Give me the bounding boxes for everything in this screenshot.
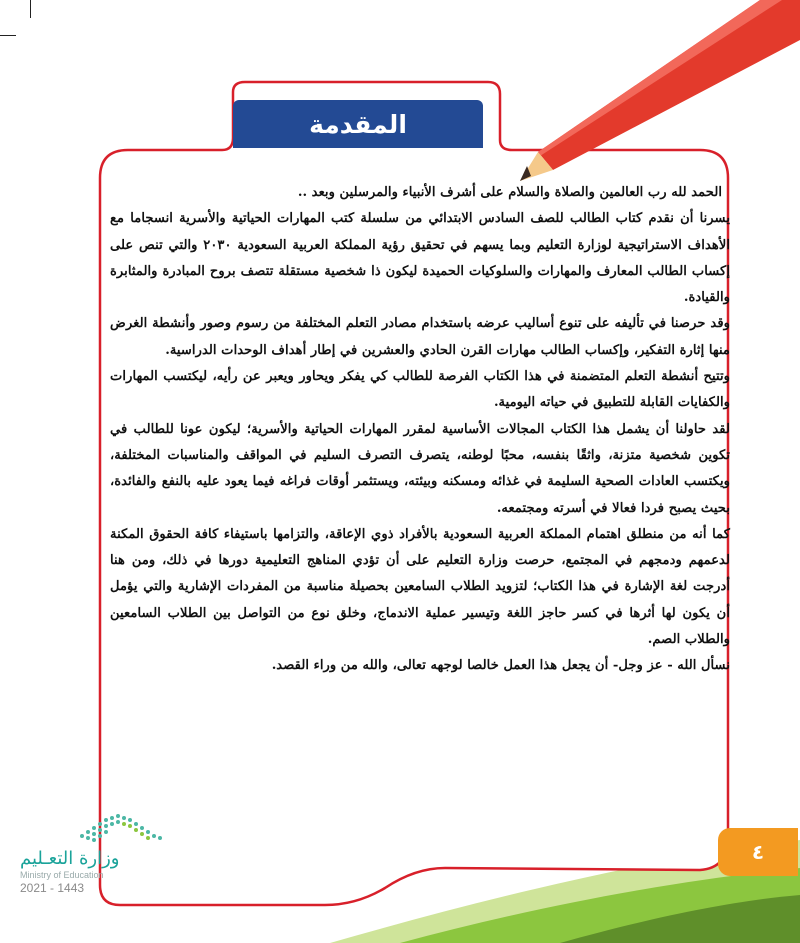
page-number: ٤ (751, 840, 765, 864)
paragraph: نسأل الله - عز وجل- أن يجعل هذا العمل خالصا لوجهه تعالى، والله من وراء القصد. (271, 658, 730, 674)
paragraph: وقد حرصنا في تأليفه على تنوع أساليب عرضه باستخدام مصادر التعلم المختلفة من رسوم وصور وأنشطة الغرض منها إثارة التفكير، وإكساب الطالب مهارات القرن الحادي والعشرين في إطار أهداف الوحدات الدراسية. (110, 316, 730, 358)
introduction-text (110, 180, 730, 680)
page-number-tab (718, 828, 798, 876)
paragraph: لقد حاولنا أن يشمل هذا الكتاب المجالات الأساسية لمقرر المهارات الحياتية والأسرية؛ ليكون عونا للطالب في تكوين شخصية متزنة، واثقًا بنفسه، محبًا لوطنه، يتصرف التصرف السليم في المواقف والمناسبات المختلفة، ويكتسب العادات الصحية السليمة في غذائه ومسكنه وبيئته، ويستثمر أوقات فراغه فيما يعود عليه بالنفع والفائدة، بحيث يصبح فردا فعالا في أسرته ومجتمعه. (110, 421, 730, 516)
logo-arabic-text: وزارة التعـليم (20, 848, 120, 869)
paragraph: وتتيح أنشطة التعلم المتضمنة في هذا الكتاب الفرصة للطالب كي يفكر ويحاور ويعبر عن رأيه، ليكتسب المهارات والكفايات القابلة للتطبيق في حياته اليومية. (110, 369, 730, 411)
paragraph: يسرنا أن نقدم كتاب الطالب للصف السادس الابتدائي من سلسلة كتب المهارات الحياتية والأسرية انسجاما مع الأهداف الاستراتيجية لوزارة التعليم وبما يسهم في تحقيق رؤية المملكة العربية السعودية ٢٠٣٠ والتي تنص على إكساب الطالب المعارف والمهارات والسلوكيات الحميدة ليكون ذا شخصية مستقلة تتصف بروح المبادرة والمثابرة والقيادة. (110, 211, 730, 306)
paragraph: الحمد لله رب العالمين والصلاة والسلام على أشرف الأنبياء والمرسلين وبعد .. (297, 185, 722, 200)
logo-year-text: 2021 - 1443 (20, 881, 85, 895)
paragraph: كما أنه من منطلق اهتمام المملكة العربية السعودية بالأفراد ذوي الإعاقة، والتزامها باستيفاء كافة الحقوق المكنة لدعمهم ودمجهم في المجتمع، حرصت وزارة التعليم على أن تؤدي المناهج التعليمية دورها في ذلك، ومن هنا أدرجت لغة الإشارة في هذا الكتاب؛ لتزويد الطلاب السامعين بحصيلة مناسبة من المفردات الإشارية والتي يؤمل أن يكون لها أثرها في كسر حاجز اللغة وتيسير عملية الاندماج، وخلق نوع من التواصل بين الطلاب السامعين والطلاب الصم. (110, 526, 730, 648)
logo-dots-icon (78, 810, 168, 844)
page-title: المقدمة (309, 109, 407, 139)
logo-english-text: Ministry of Education (20, 870, 104, 880)
title-banner (233, 100, 483, 148)
